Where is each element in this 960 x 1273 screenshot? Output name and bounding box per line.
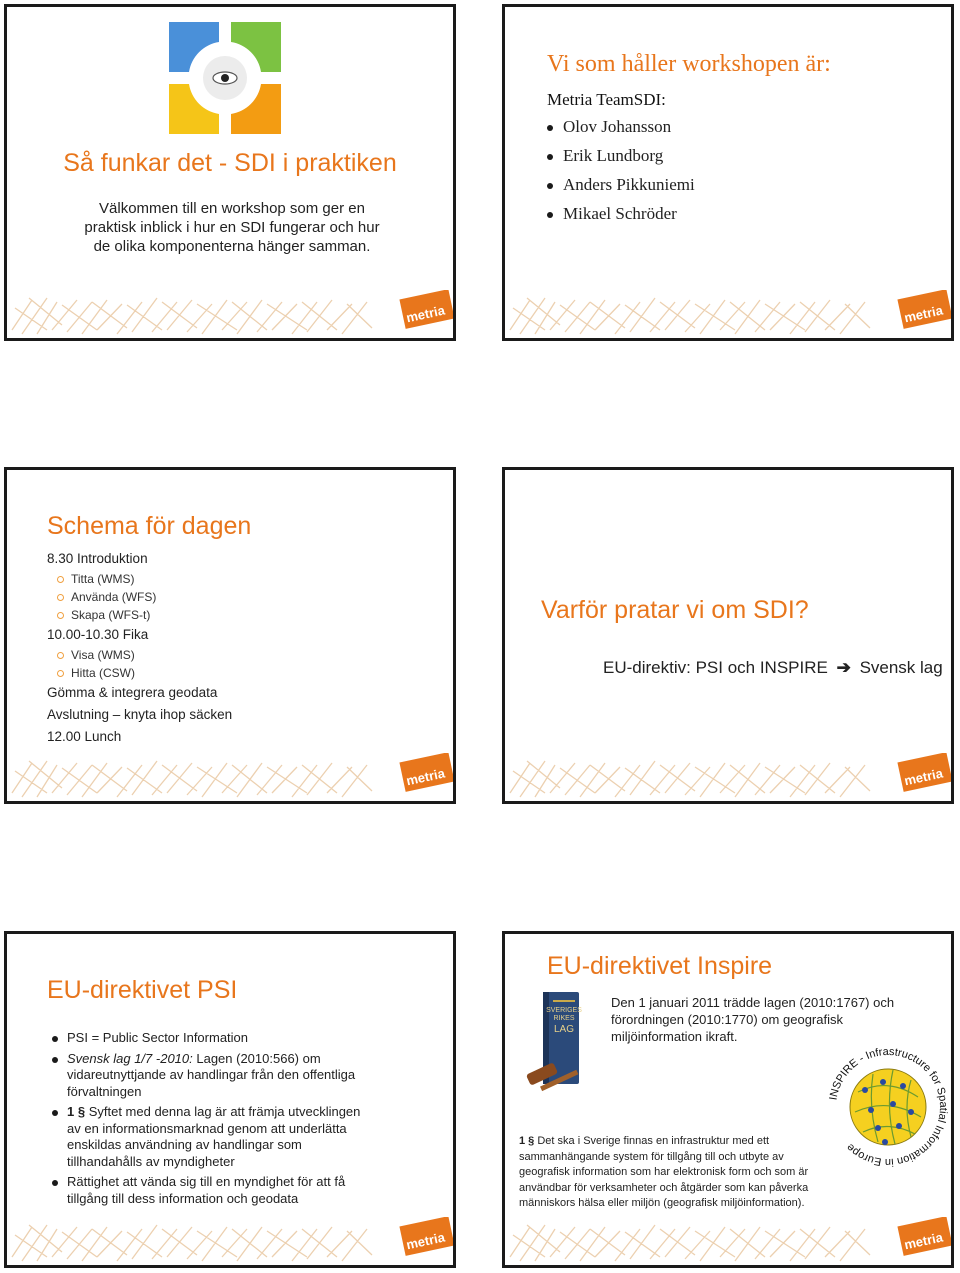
slide-4-line: EU-direktiv: PSI och INSPIRE ➔ Svensk lag [603, 658, 943, 677]
list-item: 1 § Syftet med denna lag är att främja utvecklingen av en informationsmarknad genom att underlätta enskildas användning av handlingar som tillhandahålls av myndigheter [47, 1104, 367, 1170]
slide-1 [4, 4, 456, 341]
people-list [547, 117, 695, 233]
metria-logo-icon [897, 290, 951, 329]
list-item: Rättighet att vända sig till en myndighet för att få tillgång till dess information och geodata [47, 1174, 367, 1207]
svg-text:metria: metria [902, 302, 945, 326]
list-item: PSI = Public Sector Information [47, 1030, 367, 1047]
slide-2-title: Vi som håller workshopen är: [547, 51, 831, 77]
slide-5 [4, 931, 456, 1268]
schedule-subrow: Visa (WMS) [47, 646, 447, 664]
slide-3 [4, 467, 456, 804]
slide-6-title: EU-direktivet Inspire [547, 952, 773, 980]
slide-5-title: EU-direktivet PSI [47, 976, 238, 1004]
footer-pattern [7, 1217, 453, 1265]
inspire-paragraph: 1 § Det ska i Sverige finnas en infrastruktur med ett sammanhängande system för tillgång till och utbyte av geografisk information som har elektronisk form och som är användbar för verksamheter och åtgärder som kan påverka människors hälsa eller miljön (geografisk miljöinformation). [519, 1135, 809, 1209]
metria-logo-icon [399, 290, 453, 329]
schedule-row: 10.00-10.30 Fika [47, 627, 149, 642]
slide-4-title: Varför pratar vi om SDI? [541, 596, 809, 624]
sdi-logo-icon [169, 22, 281, 134]
svg-text:LAG: LAG [553, 1024, 575, 1035]
svg-text:metria: metria [902, 765, 945, 789]
footer-pattern [7, 290, 453, 338]
footer-pattern [7, 753, 453, 801]
slide-2 [502, 4, 954, 341]
schedule-subrow: Hitta (CSW) [47, 664, 447, 682]
list-item: Svensk lag 1/7 -2010: Lagen (2010:566) om vidareutnyttjande av handlingar från den offentliga förvaltningen [47, 1051, 367, 1101]
schedule-subrow: Skapa (WFS-t) [47, 606, 447, 624]
footer-pattern [505, 753, 951, 801]
footer-pattern [505, 1217, 951, 1265]
schedule-row: Gömma & integrera geodata [47, 685, 218, 700]
slide-6 [502, 931, 954, 1268]
schedule-subrow: Använda (WFS) [47, 588, 447, 606]
list-item: Olov Johansson [547, 117, 695, 146]
slide-1-title: Så funkar det - SDI i praktiken [63, 149, 397, 177]
schedule-row: Avslutning – knyta ihop säcken [47, 707, 233, 722]
list-item: Anders Pikkuniemi [547, 175, 695, 204]
list-item: Mikael Schröder [547, 204, 695, 233]
svg-text:metria: metria [404, 765, 447, 789]
svg-text:INSPIRE - Infrastructure for S: INSPIRE - Infrastructure for Spatial Information in Europe [827, 1045, 950, 1169]
schedule-subrow: Titta (WMS) [47, 570, 447, 588]
svg-text:metria: metria [902, 1229, 945, 1253]
psi-list [47, 1030, 367, 1211]
svg-text:SVERIGES: SVERIGES [546, 1007, 582, 1014]
footer-pattern [505, 290, 951, 338]
law-book-gavel-icon [525, 990, 585, 1100]
inspire-logo-icon [823, 1042, 953, 1172]
team-label: Metria TeamSDI: [547, 90, 666, 109]
arrow-right-icon: ➔ [836, 658, 851, 677]
slide-3-title: Schema för dagen [47, 512, 252, 540]
schedule-list [47, 548, 447, 748]
schedule-row: 8.30 Introduktion [47, 551, 148, 566]
schedule-row: 12.00 Lunch [47, 729, 122, 744]
slide-1-body: Välkommen till en workshop som ger en praktisk inblick i hur en SDI fungerar och hur de olika komponenterna hänger samman. [84, 200, 380, 255]
svg-text:metria: metria [404, 1229, 447, 1253]
svg-text:RIKES: RIKES [553, 1015, 575, 1022]
inspire-intro: Den 1 januari 2011 trädde lagen (2010:1767) och förordningen (2010:1770) om geografisk miljöinformation ikraft. [611, 995, 895, 1044]
metria-logo-icon [399, 753, 453, 792]
slide-4 [502, 467, 954, 804]
metria-logo-icon [897, 1217, 951, 1256]
list-item: Erik Lundborg [547, 146, 695, 175]
svg-text:metria: metria [404, 302, 447, 326]
metria-logo-icon [399, 1217, 453, 1256]
metria-logo-icon [897, 753, 951, 792]
